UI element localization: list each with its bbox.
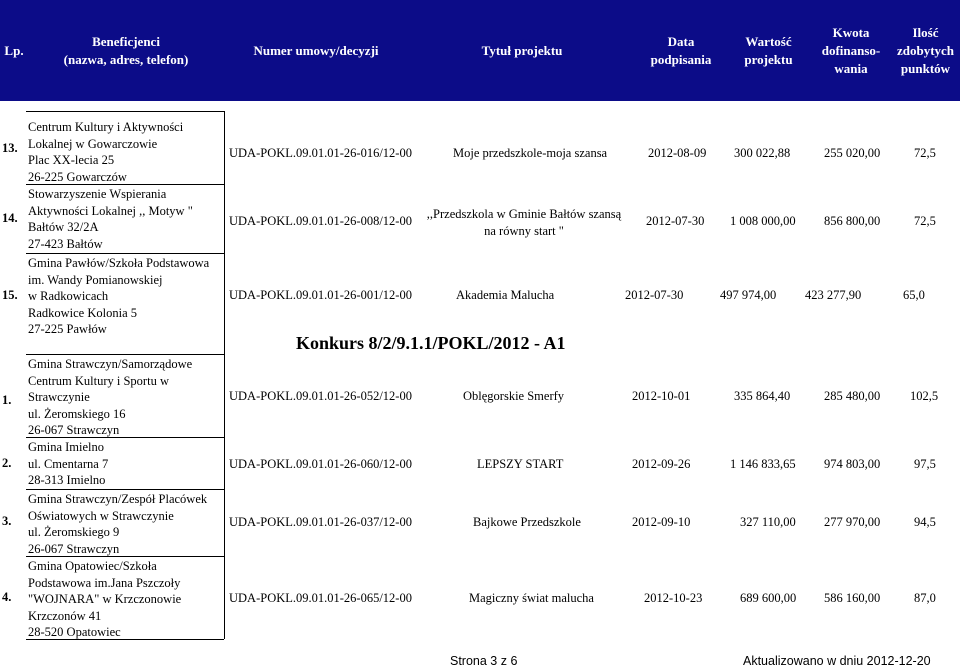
header-lp: Lp. (4, 42, 24, 58)
points: 72,5 (914, 214, 936, 228)
contract-number: UDA-POKL.09.01.01-26-001/12-00 (229, 288, 412, 302)
funding-amount: 277 970,00 (824, 515, 881, 529)
updated-date: Aktualizowano w dniu 2012-12-20 (743, 654, 931, 668)
signing-date: 2012-09-10 (632, 515, 691, 529)
header-kwota: Kwota dofinanso- wania (821, 24, 881, 76)
signing-date: 2012-07-30 (625, 288, 684, 302)
row-divider (26, 111, 224, 112)
contract-number: UDA-POKL.09.01.01-26-065/12-00 (229, 591, 412, 605)
points: 97,5 (914, 457, 936, 471)
table-header (0, 0, 960, 101)
row-number: 4. (2, 590, 12, 604)
project-title: Akademia Malucha (456, 288, 555, 302)
column-divider (224, 111, 225, 639)
beneficiary: Gmina Strawczyn/Zespół Placówek Oświatowych w Strawczynie ul. Żeromskiego 9 26-067 Strawczyn (28, 492, 208, 556)
beneficiary: Gmina Imielno ul. Cmentarna 7 28-313 Imielno (28, 440, 109, 488)
beneficiary: Stowarzyszenie Wspierania Aktywności Lokalnej ,, Motyw " Bałtów 32/2A 27-423 Bałtów (28, 187, 193, 251)
points: 87,0 (914, 591, 936, 605)
points: 102,5 (910, 389, 939, 403)
project-title: Moje przedszkole-moja szansa (453, 146, 608, 160)
project-title: Oblęgorskie Smerfy (463, 389, 565, 403)
row-number: 1. (2, 393, 12, 407)
signing-date: 2012-09-26 (632, 457, 691, 471)
project-value: 689 600,00 (740, 591, 797, 605)
project-value: 300 022,88 (734, 146, 791, 160)
funding-amount: 255 020,00 (824, 146, 881, 160)
section-title: Konkurs 8/2/9.1.1/POKL/2012 - A1 (296, 333, 566, 353)
beneficiary: Centrum Kultury i Aktywności Lokalnej w Gowarczowie Plac XX-lecia 25 26-225 Gowarczów (28, 120, 184, 184)
contract-number: UDA-POKL.09.01.01-26-037/12-00 (229, 515, 412, 529)
signing-date: 2012-08-09 (648, 146, 707, 160)
header-ilosc: Ilość zdobytych punktów (896, 24, 955, 76)
row-number: 15. (2, 288, 18, 302)
signing-date: 2012-10-01 (632, 389, 691, 403)
contract-number: UDA-POKL.09.01.01-26-016/12-00 (229, 146, 412, 160)
project-title: ,,Przedszkola w Gminie Bałtów szansą na równy start " (426, 207, 622, 238)
project-value: 335 864,40 (734, 389, 791, 403)
beneficiary: Gmina Pawłów/Szkoła Podstawowa im. Wandy Pomianowskiej w Radkowicach Radkowice Kolonia 5 27-225 Pawłów (28, 256, 210, 337)
row-number: 14. (2, 211, 18, 225)
row-number: 2. (2, 456, 12, 470)
header-beneficjenci: Beneficjenci (nazwa, adres, telefon) (63, 33, 189, 67)
points: 72,5 (914, 146, 936, 160)
points: 94,5 (914, 515, 936, 529)
contract-number: UDA-POKL.09.01.01-26-052/12-00 (229, 389, 412, 403)
header-wartosc: Wartość projektu (744, 33, 793, 67)
points: 65,0 (903, 288, 925, 302)
beneficiary: Gmina Strawczyn/Samorządowe Centrum Kultury i Sportu w Strawczynie ul. Żeromskiego 16 26-067 Strawczyn (28, 357, 193, 438)
project-value: 1 146 833,65 (730, 457, 796, 471)
project-title: LEPSZY START (477, 457, 564, 471)
funding-amount: 423 277,90 (805, 288, 862, 302)
header-tytul: Tytuł projektu (481, 42, 563, 58)
signing-date: 2012-07-30 (646, 214, 705, 228)
page-number: Strona 3 z 6 (450, 654, 518, 668)
project-value: 1 008 000,00 (730, 214, 796, 228)
row-number: 13. (2, 141, 18, 155)
contract-number: UDA-POKL.09.01.01-26-060/12-00 (229, 457, 412, 471)
row-divider (26, 354, 224, 355)
funding-amount: 586 160,00 (824, 591, 881, 605)
project-value: 497 974,00 (720, 288, 777, 302)
header-data: Data podpisania (650, 33, 712, 67)
funding-amount: 974 803,00 (824, 457, 881, 471)
project-title: Bajkowe Przedszkole (473, 515, 581, 529)
row-number: 3. (2, 514, 12, 528)
funding-amount: 856 800,00 (824, 214, 881, 228)
funding-amount: 285 480,00 (824, 389, 881, 403)
project-value: 327 110,00 (740, 515, 796, 529)
beneficiary: Gmina Opatowiec/Szkoła Podstawowa im.Jana Pszczoły "WOJNARA" w Krzczonowie Krzczonów 41 28-520 Opatowiec (28, 559, 182, 640)
header-numer-umowy: Numer umowy/decyzji (253, 42, 379, 58)
signing-date: 2012-10-23 (644, 591, 703, 605)
project-title: Magiczny świat malucha (469, 591, 594, 605)
row-divider (26, 253, 224, 254)
row-divider (26, 489, 224, 490)
contract-number: UDA-POKL.09.01.01-26-008/12-00 (229, 214, 412, 228)
